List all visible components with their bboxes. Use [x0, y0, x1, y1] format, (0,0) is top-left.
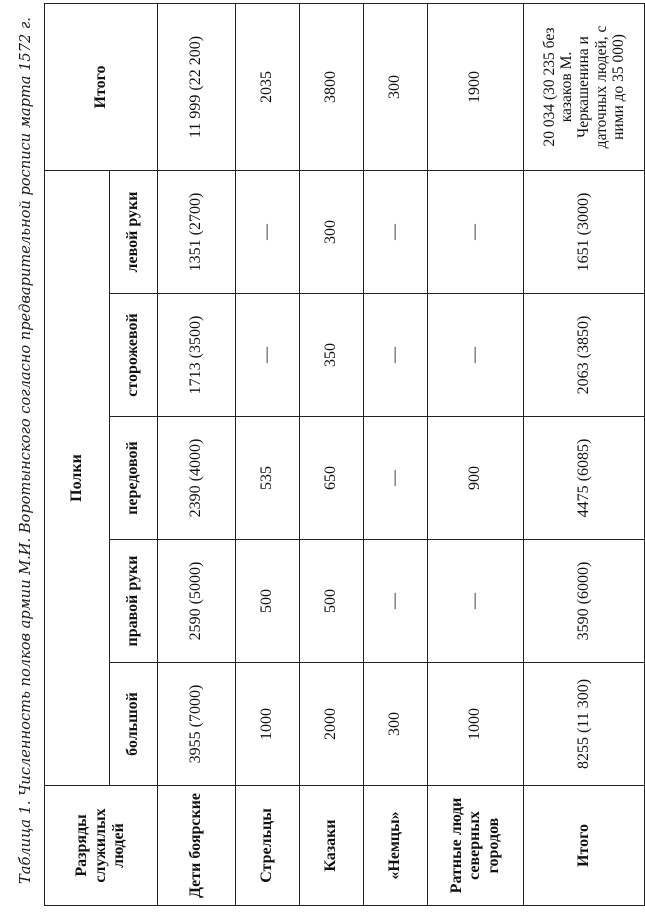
- table-row: [158, 3, 236, 905]
- corner-header: Разряды служилых людей: [45, 786, 158, 906]
- table-cell: —: [364, 170, 428, 293]
- row-label: Казаки: [300, 786, 364, 906]
- row-label: Итого: [524, 786, 645, 906]
- table-cell: —: [364, 294, 428, 417]
- total-column-header: Итого: [45, 3, 158, 170]
- table-cell: —: [236, 170, 300, 293]
- table-caption: Таблица 1. Численность полков армии М.И. Воротынского согласно предварительной росписи марта 1572 г.: [16, 17, 34, 884]
- table-cell: 535: [236, 417, 300, 540]
- column-header-pravoy-ruki: правой руки: [110, 540, 158, 663]
- row-total: 20 034 (30 235 без казаков М. Черкашенина и даточных людей, с ними до 35 000): [524, 3, 645, 170]
- table-cell: 350: [300, 294, 364, 417]
- table-row: [428, 3, 524, 905]
- row-total: 3800: [300, 3, 364, 170]
- column-header-levoy-ruki: левой руки: [110, 170, 158, 293]
- row-total: 11 999 (22 200): [158, 3, 236, 170]
- row-total: 300: [364, 3, 428, 170]
- table-cell: 300: [364, 663, 428, 786]
- table-cell: —: [428, 170, 524, 293]
- table-cell: —: [364, 540, 428, 663]
- army-regiments-table: [44, 3, 645, 906]
- table-cell: 1651 (3000): [524, 170, 645, 293]
- table-cell: 1713 (3500): [158, 294, 236, 417]
- regiments-group-header: Полки: [45, 170, 110, 785]
- column-header-storozhevoy: сторожевой: [110, 294, 158, 417]
- table-cell: —: [364, 417, 428, 540]
- table-cell: 4475 (6085): [524, 417, 645, 540]
- table-cell: 1000: [236, 663, 300, 786]
- table-cell: 900: [428, 417, 524, 540]
- table-cell: 2390 (4000): [158, 417, 236, 540]
- table-cell: —: [236, 294, 300, 417]
- table-cell: 500: [300, 540, 364, 663]
- row-label: «Немцы»: [364, 786, 428, 906]
- table-cell: 650: [300, 417, 364, 540]
- table-row: [364, 3, 428, 905]
- row-total: 1900: [428, 3, 524, 170]
- table-cell: 3590 (6000): [524, 540, 645, 663]
- table-cell: 2063 (3850): [524, 294, 645, 417]
- table-cell: 1351 (2700): [158, 170, 236, 293]
- table-cell: 8255 (11 300): [524, 663, 645, 786]
- column-header-bolshoy: большой: [110, 663, 158, 786]
- table-cell: 500: [236, 540, 300, 663]
- army-regiments-table-wrapper: [44, 4, 628, 906]
- column-header-peredovoy: передовой: [110, 417, 158, 540]
- table-cell: 2590 (5000): [158, 540, 236, 663]
- table-cell: 1000: [428, 663, 524, 786]
- table-cell: —: [428, 294, 524, 417]
- row-label: Ратные люди северных городов: [428, 786, 524, 906]
- table-row: [524, 3, 645, 905]
- row-label: Дети боярские: [158, 786, 236, 906]
- table-cell: 2000: [300, 663, 364, 786]
- table-cell: —: [428, 540, 524, 663]
- row-total: 2035: [236, 3, 300, 170]
- table-cell: 300: [300, 170, 364, 293]
- table-row: [300, 3, 364, 905]
- table-cell: 3955 (7000): [158, 663, 236, 786]
- table-row: [236, 3, 300, 905]
- row-label: Стрельцы: [236, 786, 300, 906]
